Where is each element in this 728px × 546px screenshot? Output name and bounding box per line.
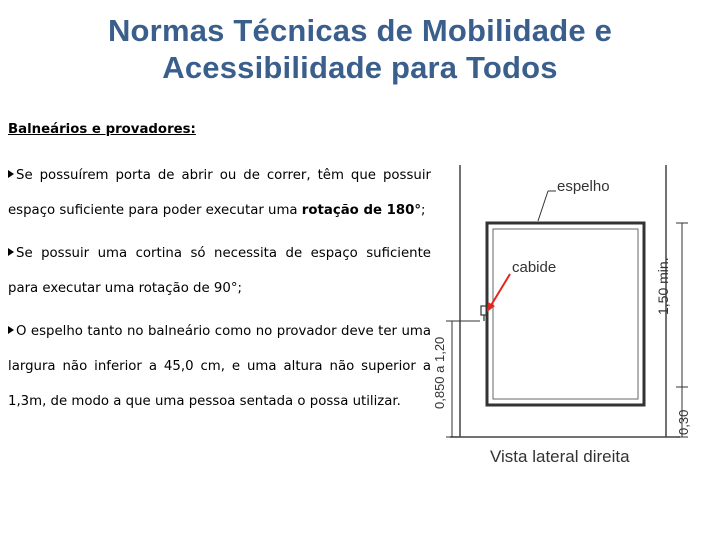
paragraph-text: O espelho tanto no balneário como no provador deve ter uma largura não inferior a 45,0 cm, e uma altura não superior a 1,3m, de modo a que uma pessoa sentada o possa utilizar. [8,324,431,409]
dimension-hook-label: 0,850 a 1,20 [432,336,447,409]
title-line-2: Acessibilidade para Todos [162,50,558,85]
paragraph-text-end: ; [421,203,426,218]
paragraph-text: Se possuírem porta de abrir ou de correr, têm que possuir espaço suficiente para poder executar uma [8,168,431,218]
section-heading: Balneários e provadores: [8,122,196,137]
mirror-diagram [430,165,710,475]
paragraph-curtain [8,236,431,306]
text-content [8,120,431,427]
mirror-leader [538,191,548,221]
bullet-arrow-icon [8,170,14,178]
mirror-inner [493,229,638,399]
dimension-bottom-label: 0,30 [676,409,691,435]
bullet-arrow-icon [8,248,14,256]
paragraph-bold-text: rotação de 180° [301,203,422,218]
hook-label: cabide [512,259,557,276]
page-title [20,12,700,86]
mirror-label: espelho [557,178,610,195]
paragraph-door-rotation [8,158,431,228]
mirror-frame [487,223,644,405]
diagram-caption: Vista lateral direita [490,447,630,466]
bullet-arrow-icon [8,326,14,334]
title-line-1: Normas Técnicas de Mobilidade e [107,13,613,48]
dimension-height-label: 1,50 min. [655,257,671,315]
diagram-drawing [430,165,710,475]
paragraph-text: Se possuir uma cortina só necessita de espaço suficiente para executar uma rotação de 90°; [8,246,431,296]
paragraph-mirror [8,314,431,419]
